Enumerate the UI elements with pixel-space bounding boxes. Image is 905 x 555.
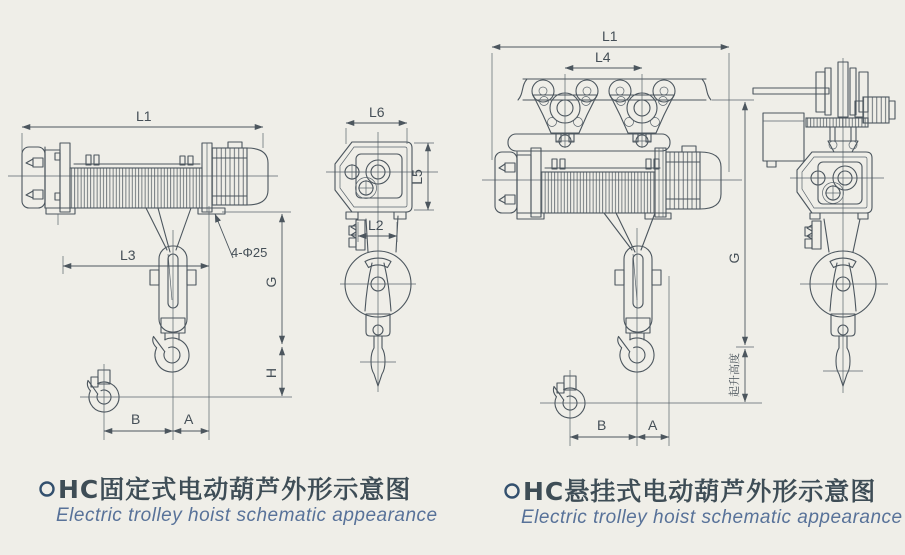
side-view [326, 104, 438, 392]
dim-g-label: G [726, 252, 742, 264]
caption-left-en: Electric trolley hoist schematic appearance [56, 505, 438, 526]
right-flange [655, 148, 666, 217]
caption-left [41, 475, 438, 526]
rope [824, 219, 829, 252]
right-foot [645, 213, 671, 219]
small-hook [87, 370, 119, 412]
trolley-left [532, 74, 598, 148]
beam-edge [753, 88, 829, 94]
dim-l6-label: L6 [369, 104, 385, 120]
dim-b-label: B [597, 417, 607, 433]
dimensions-right-view [492, 28, 754, 437]
bullet-circle-icon [506, 485, 519, 498]
hoist-body [495, 146, 721, 219]
dim-l4-label: L4 [595, 49, 611, 65]
fixed-hoist-view [8, 108, 292, 440]
trolley-side [753, 62, 895, 167]
small-hook [553, 376, 585, 418]
dim-l5-label: L5 [409, 169, 425, 185]
bullet-circle-icon [41, 483, 54, 496]
rope-guide [349, 220, 365, 250]
dim-l2-label: L2 [368, 217, 384, 233]
rope-drum [541, 172, 655, 213]
dim-l3-label: L3 [120, 247, 136, 263]
grease-nipple [26, 158, 43, 199]
caption-right-en: Electric trolley hoist schematic appearance [521, 507, 903, 528]
motor [666, 146, 721, 209]
wire-ropes [604, 213, 655, 300]
main-hook [153, 333, 189, 372]
end-panel [45, 150, 60, 208]
main-hook [618, 333, 654, 372]
dim-l1-label: L1 [136, 108, 152, 124]
dim-b-label: B [131, 411, 141, 427]
rope-drum [70, 168, 202, 208]
trolley-right [609, 74, 675, 148]
pulley-block [615, 246, 661, 333]
dim-a-label: A [648, 417, 658, 433]
hoist-body [22, 142, 268, 225]
rope [853, 219, 860, 252]
dim-a-label: A [184, 411, 194, 427]
caption-right [506, 477, 903, 528]
dim-l1-label: L1 [602, 28, 618, 44]
gearbox [763, 113, 804, 161]
housing [335, 142, 412, 219]
rope-guide [805, 221, 821, 249]
caption-left-zh: HC固定式电动葫芦外形示意图 [58, 475, 412, 504]
suspended-side-view [753, 58, 895, 393]
caption-right-zh: HC悬挂式电动葫芦外形示意图 [523, 477, 877, 506]
motor [212, 142, 268, 205]
dim-g-label: G [263, 276, 279, 288]
suspended-hoist-view [482, 28, 762, 446]
dim-h-label: H [263, 367, 279, 379]
left-flange [531, 148, 541, 217]
lifting-height-label: 起升高度 [728, 353, 741, 397]
splined-shaft [806, 118, 868, 127]
left-flange [60, 143, 70, 212]
holes-annotation: 4-Φ25 [231, 245, 268, 260]
housing [797, 152, 872, 219]
